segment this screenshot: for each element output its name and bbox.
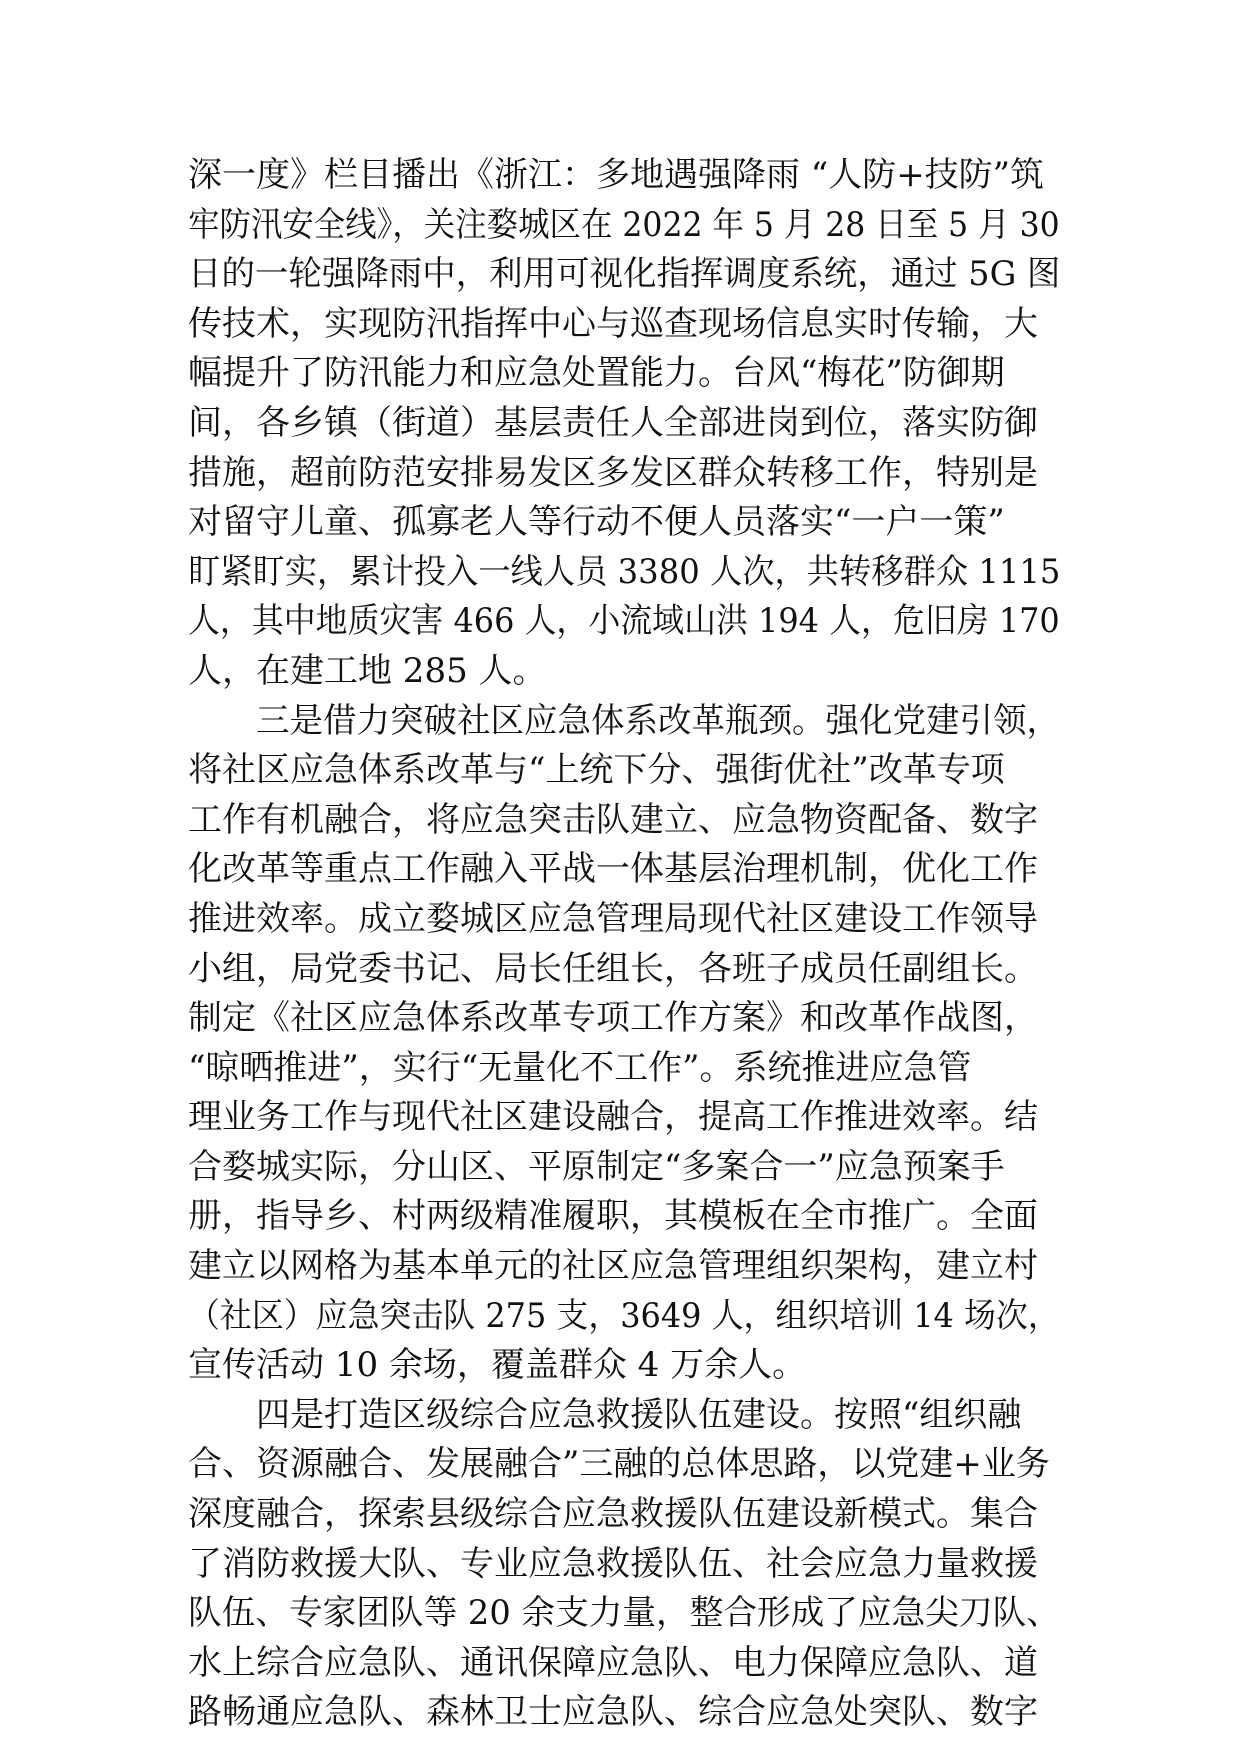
text-line: 化改革等重点工作融入平战一体基层治理机制，优化工作	[188, 849, 1038, 890]
text-line: 人，其中地质灾害 466 人，小流域山洪 194 人，危旧房 170	[188, 601, 1060, 642]
text-line: 深度融合，探索县级综合应急救援队伍建设新模式。集合	[188, 1494, 1038, 1535]
text-line: 日的一轮强降雨中，利用可视化指挥调度系统，通过 5G 图	[188, 254, 1061, 295]
text-line: 宣传活动 10 余场，覆盖群众 4 万余人。	[188, 1345, 807, 1386]
text-line: 人，在建工地 285 人。	[188, 650, 547, 691]
text-line: 了消防救援大队、专业应急救援队伍、社会应急力量救援	[188, 1543, 1038, 1584]
text-line: 推进效率。成立婺城区应急管理局现代社区建设工作领导	[188, 898, 1038, 939]
text-line: 间，各乡镇（街道）基层责任人全部进岗到位，落实防御	[188, 402, 1038, 443]
text-line: 幅提升了防汛能力和应急处置能力。台风“梅花”防御期	[188, 353, 1005, 394]
text-line: 水上综合应急队、通讯保障应急队、电力保障应急队、道	[188, 1642, 1038, 1683]
text-line: 路畅通应急队、森林卫士应急队、综合应急处突队、数字	[188, 1692, 1038, 1733]
text-line: 对留守儿童、孤寡老人等行动不便人员落实“一户一策”	[188, 502, 1005, 543]
text-line: 建立以网格为基本单元的社区应急管理组织架构，建立村	[188, 1246, 1038, 1287]
text-line: 队伍、专家团队等 20 余支力量，整合形成了应急尖刀队、	[188, 1593, 1060, 1634]
text-line: 册，指导乡、村两级精准履职，其模板在全市推广。全面	[188, 1196, 1038, 1237]
text-line: “晾晒推进”，实行“无量化不工作”。系统推进应急管	[188, 1047, 972, 1088]
text-line: 传技术，实现防汛指挥中心与巡查现场信息实时传输，大	[188, 303, 1038, 344]
text-line: 工作有机融合，将应急突击队建立、应急物资配备、数字	[188, 799, 1038, 840]
text-line: 制定《社区应急体系改革专项工作方案》和改革作战图，	[188, 998, 1038, 1039]
text-line: 合婺城实际，分山区、平原制定“多案合一”应急预案手	[188, 1146, 1005, 1187]
text-line: 理业务工作与现代社区建设融合，提高工作推进效率。结	[188, 1097, 1038, 1138]
text-line: 盯紧盯实，累计投入一线人员 3380 人次，共转移群众 1115	[188, 551, 1061, 592]
text-line: 合、资源融合、发展融合”三融的总体思路，以党建+业务	[188, 1444, 1050, 1485]
paragraph-first-line: 四是打造区级综合应急救援队伍建设。按照“组织融	[256, 1394, 1022, 1435]
text-line: 深一度》栏目播出《浙江：多地遇强降雨 “人防+技防”筑	[188, 155, 1045, 195]
paragraph-first-line: 三是借力突破社区应急体系改革瓶颈。强化党建引领，	[256, 700, 1060, 741]
text-line: 小组，局党委书记、局长任组长，各班子成员任副组长。	[188, 948, 1038, 989]
text-line: 牢防汛安全线》，关注婺城区在 2022 年 5 月 28 日至 5 月 30	[188, 204, 1060, 245]
text-line: 将社区应急体系改革与“上统下分、强街优社”改革专项	[188, 750, 1005, 791]
text-line: （社区）应急突击队 275 支，3649 人，组织培训 14 场次，	[188, 1295, 1060, 1336]
text-line: 措施，超前防范安排易发区多发区群众转移工作，特别是	[188, 452, 1038, 493]
document-body-text	[188, 151, 1060, 1738]
